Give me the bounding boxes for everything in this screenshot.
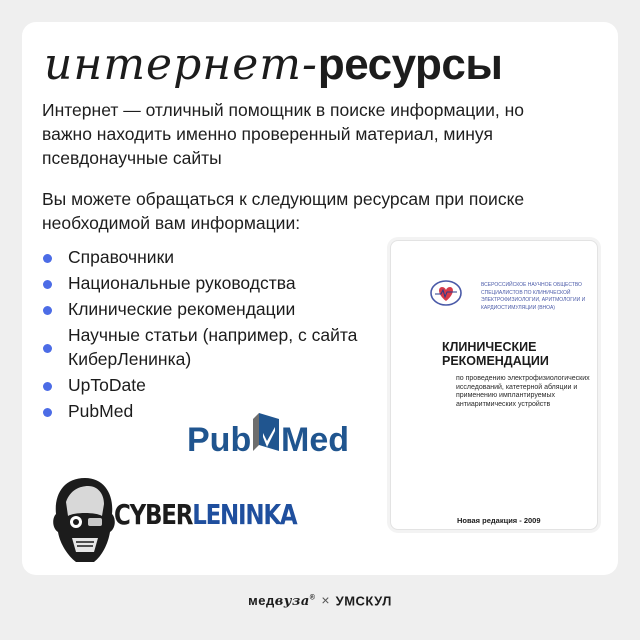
- list-item-label: Справочники: [68, 247, 175, 267]
- lead-text: Вы можете обращаться к следующим ресурсам при поиске необходимой вам информации:: [42, 189, 525, 233]
- registered-mark: ®: [309, 595, 316, 602]
- cyber-word-part1: CYBER: [114, 498, 193, 531]
- doc-subtitle: по проведению электрофизиологических исследований, катетерной абляции и применению имплантируемых антиаритмических устройств: [456, 375, 590, 408]
- pubmed-logo-right: Med: [281, 421, 349, 457]
- cyberleninka-wordmark: [114, 498, 296, 531]
- list-item-label: PubMed: [68, 401, 134, 421]
- pubmed-logo: [187, 407, 357, 457]
- content-card: [22, 22, 618, 575]
- cyber-word-part2: LENINKA: [192, 498, 297, 531]
- intro-text: Интернет — отличный помощник в поиске информации, но важно находить именно проверенный материал, минуя псевдонаучные сайты: [42, 100, 524, 168]
- bullet-icon: [43, 408, 52, 417]
- list-item: [38, 245, 368, 269]
- bullet-icon: [43, 306, 52, 315]
- doc-edition: Новая редакция - 2009: [457, 516, 541, 525]
- footer-brands: [0, 590, 640, 611]
- doc-title: КЛИНИЧЕСКИЕ РЕКОМЕНДАЦИИ: [442, 340, 549, 368]
- cyberleninka-face-icon: [46, 472, 124, 572]
- list-item: [38, 297, 368, 321]
- brand-umskul: УМСКУЛ: [335, 593, 392, 609]
- society-logo-icon: [429, 279, 463, 307]
- page-title: [44, 40, 502, 90]
- list-item: [38, 373, 368, 397]
- resource-list: [38, 245, 368, 425]
- title-italic: интернет-: [44, 39, 318, 90]
- bullet-icon: [43, 382, 52, 391]
- title-bold: ресурсы: [317, 40, 503, 89]
- list-item-label: Научные статьи (например, с сайта КиберЛенинка): [68, 325, 358, 369]
- list-item-label: Клинические рекомендации: [68, 299, 296, 319]
- bullet-icon: [43, 280, 52, 289]
- pubmed-logo-left: Pub: [187, 421, 252, 457]
- list-item-label: UpToDate: [68, 375, 146, 395]
- brand-medvuza-b: вуза: [274, 594, 310, 610]
- list-item-label: Национальные руководства: [68, 273, 296, 293]
- guideline-document-cover: [390, 240, 598, 530]
- separator-icon: ×: [321, 592, 330, 609]
- bullet-icon: [43, 254, 52, 263]
- brand-medvuza: [248, 593, 315, 608]
- list-item: [38, 323, 368, 371]
- list-item: [38, 271, 368, 295]
- brand-medvuza-a: мед: [248, 593, 275, 609]
- bullet-icon: [43, 344, 52, 353]
- doc-organization: ВСЕРОССИЙСКОЕ НАУЧНОЕ ОБЩЕСТВО СПЕЦИАЛИСТОВ ПО КЛИНИЧЕСКОЙ ЭЛЕКТРОФИЗИОЛОГИИ, АРИТМОЛОГИИ И КАРДИОСТИМУЛЯЦИИ (ВНОА): [481, 282, 586, 311]
